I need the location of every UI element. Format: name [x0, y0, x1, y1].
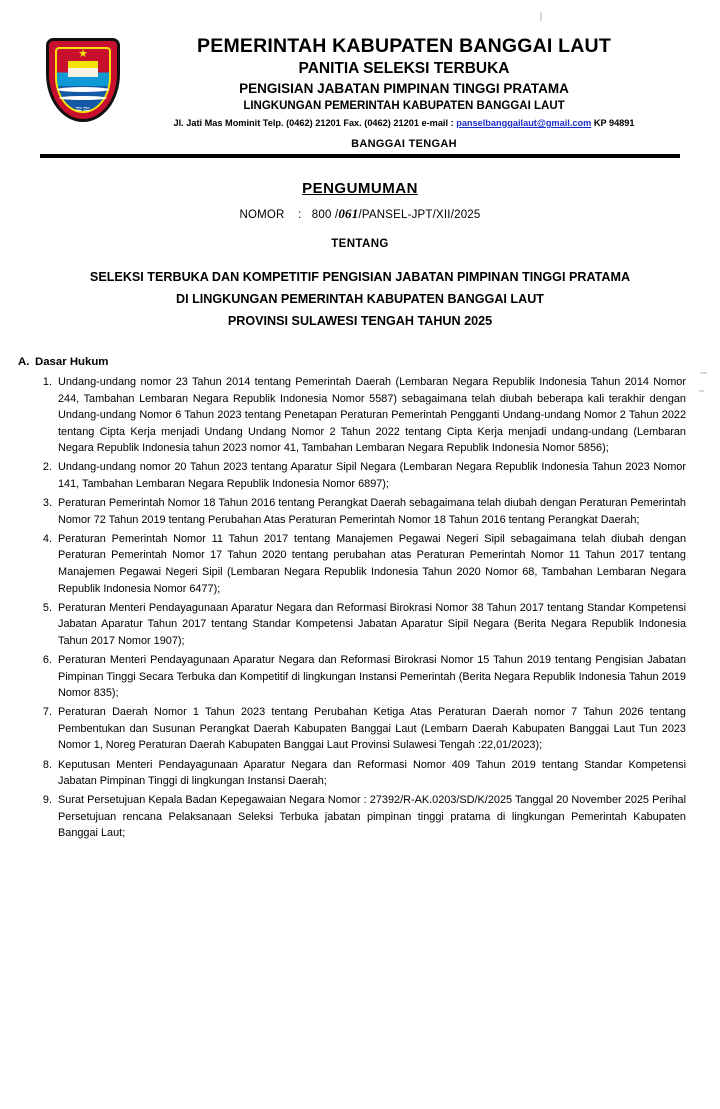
subject-line-3: PROVINSI SULAWESI TENGAH TAHUN 2025: [227, 314, 493, 328]
letterhead-line-2: PANITIA SELEKSI TERBUKA: [298, 60, 510, 77]
address-suffix: KP 94891: [591, 118, 635, 128]
list-item: Undang-undang nomor 20 Tahun 2023 tentang Aparatur Sipil Negara (Lembaran Negara Republik Indonesia Tahun 2023 Nomor 141, Tambahan Lembaran Negara Republik Indonesia Nomor 6897);: [58, 461, 686, 491]
list-item: Peraturan Pemerintah Nomor 18 Tahun 2016 tentang Perangkat Daerah sebagaimana telah diubah dengan Peraturan Pemerintah Nomor 72 Tahun 2019 tentang Perubahan Atas Peraturan Pemerintah Nomor 18 Tahun 2016 tentang Perangkat Daerah;: [58, 497, 686, 526]
section-a-heading: [14, 356, 686, 368]
letterhead-line-1: PEMERINTAH KABUPATEN BANGGAI LAUT: [197, 35, 611, 57]
address-prefix: Jl. Jati Mas Mominit Telp. (0462) 21201 Fax. (0462) 21201 e-mail :: [173, 118, 457, 128]
list-item: Peraturan Daerah Nomor 1 Tahun 2023 tentang Perubahan Ketiga Atas Peraturan Daerah nomor 7 Tahun 2026 tentang Pembentukan dan Susunan Perangkat Daerah Kabupaten Banggai Laut (Lembarn Daerah Kabupaten Banggai Laut Tun 2023 Nomor 1, Noreg Peraturan Daerah Kabupaten Banggai Laut Provinsi Sulawesi Tengah :22,01/2023);: [58, 706, 686, 752]
list-item: Keputusan Menteri Pendayagunaan Aparatur Negara dan Reformasi Nomor 409 Tahun 2019 tentang Standar Kompetensi Jabatan Pimpinan Tinggi di lingkungan Instansi Daerah;: [58, 758, 686, 788]
list-item: Peraturan Menteri Pendayagunaan Aparatur Negara dan Reformasi Birokrasi Nomor 38 Tahun 2017 tentang Standar Kompetensi Jabatan Aparatur Tahun 2017 tentang Standar Kompetensi Jabatan Aparatur Sipil Negara (Berita Negara Republik Indonesia Tahun 2017 Nomor 1907);: [58, 601, 686, 647]
letterhead-city: BANGGAI TENGAH: [351, 138, 457, 150]
letterhead-divider: [40, 154, 680, 158]
subject-line-1: SELEKSI TERBUKA DAN KOMPETITIF PENGISIAN JABATAN PIMPINAN TINGGI PRATAMA: [89, 270, 631, 284]
list-item: Peraturan Pemerintah Nomor 11 Tahun 2017 tentang Manajemen Pegawai Negeri Sipil sebagaimana telah diubah dengan Peraturan Pemerintah Nomor 17 Tahun 2020 tentang perubahan atas Peraturan Pemerintah Nomor 11 Tahun 2017 tentang Manajemen Pegawai Negeri Sipil (Lembaran Negara Republik Indonesia Tahun 2020 Nomor 68, Tambahan Lembaran Negara Republik Indonesia Nomor 6477);: [58, 532, 686, 595]
letterhead-line-4: LINGKUNGAN PEMERINTAH KABUPATEN BANGGAI LAUT: [243, 100, 565, 112]
page-title: PENGUMUMAN: [302, 180, 418, 197]
nomor-prefix: 800 /: [311, 209, 339, 221]
nomor-suffix: /PANSEL-JPT/XII/2025: [358, 209, 481, 221]
tentang-label: TENTANG: [331, 238, 389, 250]
regency-crest-icon: ★ ≈≈: [46, 38, 120, 122]
letterhead-line-3: PENGISIAN JABATAN PIMPINAN TINGGI PRATAMA: [239, 81, 569, 96]
list-item: Surat Persetujuan Kepala Badan Kepegawaian Negara Nomor : 27392/R-AK.0203/SD/K/2025 Tanggal 20 November 2025 Perihal Persetujuan rencana Pelaksanaan Seleksi Terbuka jabatan pimpinan tinggi pratama di lingkungan Pemerintah Kabupaten Banggai Laut;: [58, 794, 686, 840]
nomor-handwritten: 061: [338, 206, 359, 221]
list-item: Peraturan Menteri Pendayagunaan Aparatur Negara dan Reformasi Birokrasi Nomor 15 Tahun 2019 tentang Pengisian Jabatan Pimpinan Tinggi Secara Terbuka dan Kompetitif di lingkungan Instansi Pemerintah (Berita Negara Republik Indonesia Tahun 2019 Nomor 835);: [58, 654, 686, 700]
document-subject: [0, 266, 720, 332]
section-a-title: Dasar Hukum: [35, 356, 109, 368]
legal-basis-list: [14, 374, 686, 842]
document-body: [0, 356, 720, 842]
section-a-letter: A.: [18, 356, 30, 368]
nomor-label: NOMOR: [239, 209, 285, 221]
email-link[interactable]: panselbanggailaut@gmail.com: [456, 118, 592, 128]
document-number: [0, 206, 720, 222]
subject-line-2: DI LINGKUNGAN PEMERINTAH KABUPATEN BANGGAI LAUT: [175, 292, 544, 306]
title-block: [0, 180, 720, 332]
list-item: Undang-undang nomor 23 Tahun 2014 tentang Pemerintah Daerah (Lembaran Negara Republik Indonesia Tahun 2014 Nomor 244, Tambahan Lembaran Negara Republik Indonesia Nomor 5587) sebagaimana telah diubah beberapa kali terakhir dengan Undang-undang Nomor 6 Tahun 2023 tentang Penetapan Peraturan Pemerintah Pengganti Undang-undang Nomor 2 Tahun 2022 tentang Cipta Kerja menjadi Undang Undang Nomor 2 Tahun 2022 tentang Cipta Kerja menjadi undang-undang (Lembaran Negara Republik Indonesia tahun 2023 nomor 41, Tambahan Lembaran Negara Republik Indonesia Nomor 5856);: [58, 376, 686, 455]
letterhead-address: [126, 116, 682, 131]
nomor-separator: :: [298, 209, 302, 221]
letterhead-text: [120, 34, 686, 150]
letterhead: [0, 0, 720, 150]
